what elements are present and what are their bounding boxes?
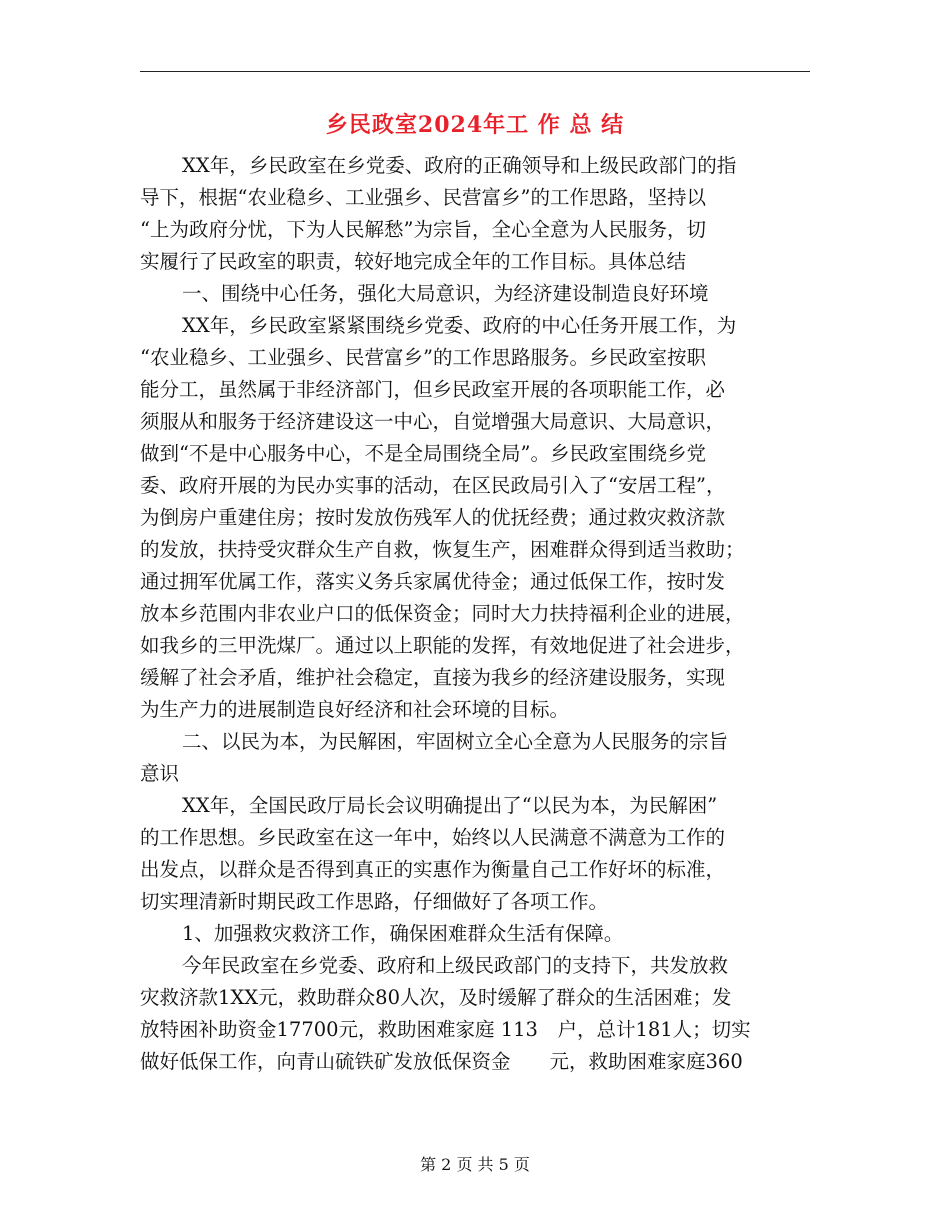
text-line: XX年，乡民政室在乡党委、政府的正确领导和上级民政部门的指 <box>182 154 737 177</box>
text-line: 为生产力的进展制造良好经济和社会环境的目标。 <box>140 698 570 721</box>
document-body <box>140 150 810 1078</box>
header-rule <box>140 71 810 72</box>
text-line: “上为政府分忧，下为人民解愁”为宗旨，全心全意为人民服务，切 <box>140 218 706 241</box>
text-line: 出发点，以群众是否得到真正的实惠作为衡量自己工作好坏的标准， <box>140 858 726 881</box>
text-line: 须服从和服务于经济建设这一中心，自觉增强大局意识、大局意识， <box>140 410 726 433</box>
text-line: 通过拥军优属工作，落实义务兵家属优待金；通过低保工作，按时发 <box>140 570 726 593</box>
text-line: XX年，乡民政室紧紧围绕乡党委、政府的中心任务开展工作，为 <box>182 314 737 337</box>
text-line: 灾救济款1XX元，救助群众80人次，及时缓解了群众的生活困难；发 <box>140 986 732 1009</box>
text-line: 一、围绕中心任务，强化大局意识，为经济建设制造良好环境 <box>182 282 709 305</box>
text-line: 放特困补助资金17700元，救助困难家庭 113 户，总计181人；切实 <box>140 1018 751 1041</box>
text-line: 放本乡范围内非农业户口的低保资金；同时大力扶持福利企业的进展， <box>140 602 745 625</box>
text-line: 实履行了民政室的职责，较好地完成全年的工作目标。具体总结 <box>140 250 687 273</box>
text-line: 缓解了社会矛盾，维护社会稳定，直接为我乡的经济建设服务，实现 <box>140 666 726 689</box>
text-line: XX年，全国民政厅局长会议明确提出了“以民为本，为民解困” <box>182 794 718 817</box>
text-line: 的工作思想。乡民政室在这一年中，始终以人民满意不满意为工作的 <box>140 826 726 849</box>
text-line: 为倒房户重建住房；按时发放伤残军人的优抚经费；通过救灾救济款 <box>140 506 726 529</box>
text-line: 1、加强救灾救济工作，确保困难群众生活有保障。 <box>182 922 624 945</box>
text-line: 意识 <box>140 762 180 785</box>
document-title: 乡民政室2024年工 作 总 结 <box>325 112 625 138</box>
text-line: 能分工，虽然属于非经济部门，但乡民政室开展的各项职能工作，必 <box>140 378 726 401</box>
text-line: 委、政府开展的为民办实事的活动，在区民政局引入了“安居工程”， <box>140 474 726 497</box>
text-line: 的发放，扶持受灾群众生产自救，恢复生产，困难群众得到适当救助； <box>140 538 745 561</box>
text-line: 导下，根据“农业稳乡、工业强乡、民营富乡”的工作思路，坚持以 <box>140 186 706 209</box>
text-line: “农业稳乡、工业强乡、民营富乡”的工作思路服务。乡民政室按职 <box>140 346 706 369</box>
text-line: 今年民政室在乡党委、政府和上级民政部门的支持下，共发放救 <box>182 954 729 977</box>
text-line: 切实理清新时期民政工作思路，仔细做好了各项工作。 <box>140 890 609 913</box>
text-line: 做好低保工作，向青山硫铁矿发放低保资金 元，救助困难家庭360 <box>140 1050 743 1073</box>
page-footer: 第 2 页 共 5 页 <box>420 1155 530 1174</box>
text-line: 二、以民为本，为民解困，牢固树立全心全意为人民服务的宗旨 <box>182 730 729 753</box>
text-line: 做到“不是中心服务中心，不是全局围绕全局”。乡民政室围绕乡党 <box>140 442 706 465</box>
text-line: 如我乡的三甲洗煤厂。通过以上职能的发挥，有效地促进了社会进步， <box>140 634 745 657</box>
